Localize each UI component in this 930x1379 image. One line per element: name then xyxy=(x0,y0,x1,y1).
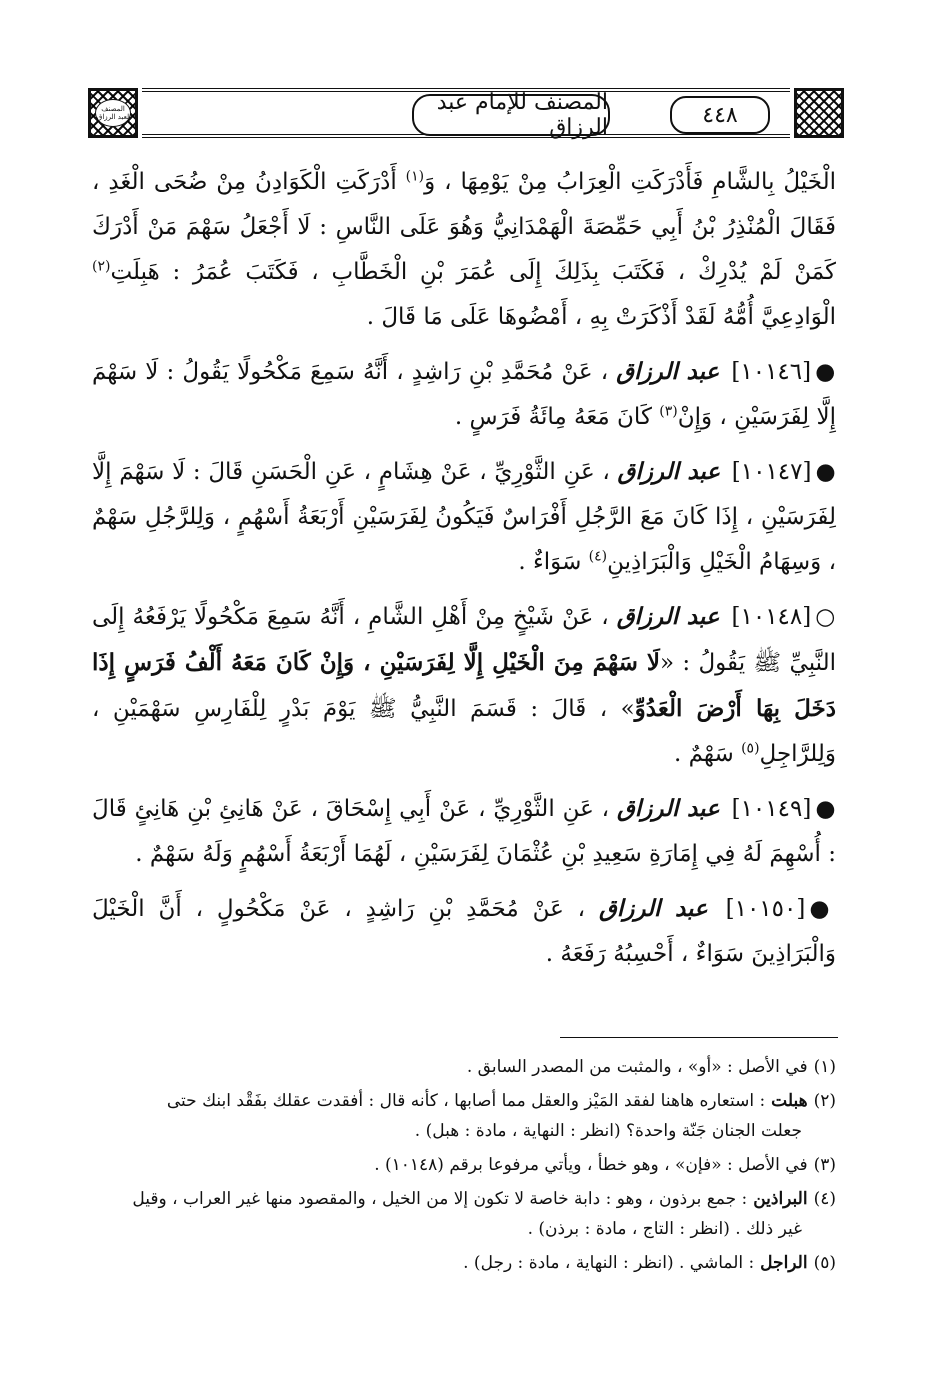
seal-text: المصنف لعبد الرزاق xyxy=(95,99,131,127)
footnote-continuation: جعلت الجنان جَنّة واحدة؟ (انظر : النهاية ، مادة : هبل) . xyxy=(414,1121,802,1141)
footnote-label: (٥) xyxy=(813,1253,836,1273)
narrator-name: عبد الرزاق xyxy=(616,603,720,630)
footnote-label: (٢) xyxy=(813,1091,836,1111)
header-ornament-right xyxy=(794,88,844,138)
paragraph-text: الْخَيْلُ بِالشَّامِ فَأَدْرَكَتِ الْعِرَابُ مِنْ يَوْمِهَا ، وَ xyxy=(424,169,836,195)
footnote-text: : استعاره هاهنا لفقد المَيْز والعقل مما أصابها ، كأنه قال : أفقدت عقلك بفَقْد ابنك حتى xyxy=(166,1091,766,1111)
footnote-ref: (٤) xyxy=(588,548,608,565)
publisher-seal-logo xyxy=(88,94,138,132)
hadith-number: [١٠١٤٦] xyxy=(723,359,812,385)
footnote-text: في الأصل : «فإن» ، وهو خطأ ، ويأتي مرفوعا برقم (١٠١٤٨) . xyxy=(374,1155,808,1175)
paragraph-text: سَوَاءٌ . xyxy=(518,549,589,575)
hadith-paragraph xyxy=(92,786,836,877)
hadith-marker: ● xyxy=(815,795,836,822)
footnote xyxy=(92,1086,836,1146)
footnote xyxy=(92,1184,836,1244)
paragraph-text: كَانَ مَعَهُ مِائَةُ فَرَسٍ . xyxy=(454,404,660,430)
footnote-ref: (١) xyxy=(405,168,425,185)
paragraph-text: الْوَادِعِيَّ أُمُّهُ لَقَدْ أَذْكَرَتْ بِهِ ، أَمْضُوهَا عَلَى مَا قَالَ . xyxy=(366,304,836,330)
hadith-paragraph xyxy=(92,160,836,340)
paragraph-text: ، عَنْ مُحَمَّدِ بْنِ رَاشِدٍ ، عَنْ مَكْحُولٍ ، أَنَّ الْخَيْلَ وَالْبَرَاذِينَ سَوَاءٌ ، أَحْسِبُهُ رَفَعَهُ . xyxy=(92,896,836,967)
paragraph-text: ، عَنِ الثَّوْرِيِّ ، عَنْ هِشَامٍ ، عَنِ الْحَسَنِ قَالَ : لَا سَهْمَ إِلَّا لِفَرَسَيْنِ ، إِذَا كَانَ مَعَ الرَّجُلِ أَفْرَاسٌ فَيَكُونُ لِفَرَسَيْنِ أَرْبَعَةُ أَسْهُمٍ ، وَلِلرَّجُلِ سَهْمٌ ، وَسِهَامُ الْخَيْلِ وَالْبَرَاذِينِ xyxy=(92,459,836,575)
hadith-number: [١٠١٤٨] xyxy=(723,604,812,630)
main-text xyxy=(92,160,836,986)
footnote xyxy=(92,1248,836,1278)
narrator-name: عبد الرزاق xyxy=(616,795,720,822)
footnote-rule xyxy=(560,1037,838,1038)
hadith-paragraph xyxy=(92,594,836,777)
footnote-ref: (٢) xyxy=(92,258,111,275)
hadith-number: [١٠١٤٩] xyxy=(723,796,812,822)
footnote-term: الراجل xyxy=(754,1253,808,1273)
hadith-marker: ● xyxy=(815,458,836,485)
paragraph-text: » ، قَالَ : قَسَمَ النَّبِيُّ ﷺ يَوْمَ بَدْرٍ لِلْفَارِسِ سَهْمَيْنِ ، وَلِلرَّاجِلِ xyxy=(92,696,836,767)
paragraph-text: ، عَنْ شَيْخٍ مِنْ أَهْلِ الشَّامِ ، أَنَّهُ سَمِعَ مَكْحُولًا يَرْفَعُهُ إِلَى النَّبِيِّ ﷺ يَقُولُ : « xyxy=(92,604,836,676)
hadith-paragraph xyxy=(92,349,836,440)
hadith-paragraph xyxy=(92,449,836,585)
paragraph-text: سَهْمٌ . xyxy=(673,741,742,767)
footnote-text: في الأصل : «أو» ، والمثبت من المصدر السابق . xyxy=(466,1057,808,1077)
footnote-term: البراذين xyxy=(747,1189,808,1209)
hadith-text-bold: لَا سَهْمَ مِنَ الْخَيْلِ إِلَّا لِفَرَسَيْنِ ، وَإِنْ كَانَ مَعَهُ أَلْفُ فَرَسٍ إِذَا دَخَلَ بِهَا أَرْضَ الْعَدُوِّ xyxy=(92,649,837,722)
footnote-ref: (٥) xyxy=(741,740,760,757)
footnote-text: : جمع برذون ، وهو : دابة خاصة لا تكون إلا من الخيل ، والمقصود منها غير العراب ، وقيل xyxy=(132,1189,748,1209)
page-header xyxy=(88,88,844,138)
footnote-label: (٣) xyxy=(813,1155,836,1175)
narrator-name: عبد الرزاق xyxy=(617,458,721,485)
footnote-label: (١) xyxy=(813,1057,836,1077)
footnote xyxy=(92,1150,836,1180)
footnote-label: (٤) xyxy=(813,1189,836,1209)
hadith-number: [١٠١٤٧] xyxy=(724,459,812,485)
hadith-marker: ● xyxy=(815,358,837,385)
footnote xyxy=(92,1052,836,1082)
narrator-name: عبد الرزاق xyxy=(616,358,720,385)
hadith-marker: ○ xyxy=(815,603,836,630)
hadith-number: [١٠١٥٠] xyxy=(711,896,806,922)
hadith-paragraph xyxy=(92,886,836,977)
footnote-continuation: غير ذلك . (انظر : التاج ، مادة : برذن) . xyxy=(527,1219,802,1239)
header-band xyxy=(142,88,790,138)
footnote-text: : الماشي . (انظر : النهاية ، مادة : رجل) . xyxy=(463,1253,755,1273)
footnotes xyxy=(92,1052,836,1282)
narrator-name: عبد الرزاق xyxy=(598,895,708,922)
running-title: المصنف للإمام عبد الرزاق xyxy=(412,94,610,136)
page-number: ٤٤٨ xyxy=(670,96,770,134)
paragraph-text: ، عَنْ مُحَمَّدِ بْنِ رَاشِدٍ ، أَنَّهُ سَمِعَ مَكْحُولًا يَقُولُ : لَا سَهْمَ إِلَّا لِفَرَسَيْنِ ، وَإِنْ xyxy=(92,359,836,430)
footnote-ref: (٣) xyxy=(659,403,678,420)
footnote-term: هبلت xyxy=(765,1091,808,1111)
paragraph-text: أَدْرَكَتِ الْكَوَادِنُ مِنْ ضُحَى الْغَدِ ، فَقَالَ الْمُنْذِرُ بْنُ أَبِي حَمِّصَةَ الْهَمْدَانِيُّ وَهُوَ عَلَى النَّاسِ : لَا أَجْعَلُ سَهْمَ مَنْ أَدْرَكَ كَمَنْ لَمْ يُدْرِكْ ، فَكَتَبَ بِذَلِكَ إِلَى عُمَرَ بْنِ الْخَطَّابِ ، فَكَتَبَ عُمَرُ : هَبِلَتِ xyxy=(92,169,836,285)
paragraph-text: ، عَنِ الثَّوْرِيِّ ، عَنْ أَبِي إِسْحَاقَ ، عَنْ هَانِئِ بْنِ هَانِئٍ قَالَ : أُسْهِمَ لَهُ فِي إِمَارَةِ سَعِيدِ بْنِ عُثْمَانَ لِفَرَسَيْنِ ، لَهُمَا أَرْبَعَةُ أَسْهُمٍ وَلَهُ سَهْمٌ . xyxy=(92,796,836,867)
hadith-marker: ● xyxy=(809,895,836,922)
